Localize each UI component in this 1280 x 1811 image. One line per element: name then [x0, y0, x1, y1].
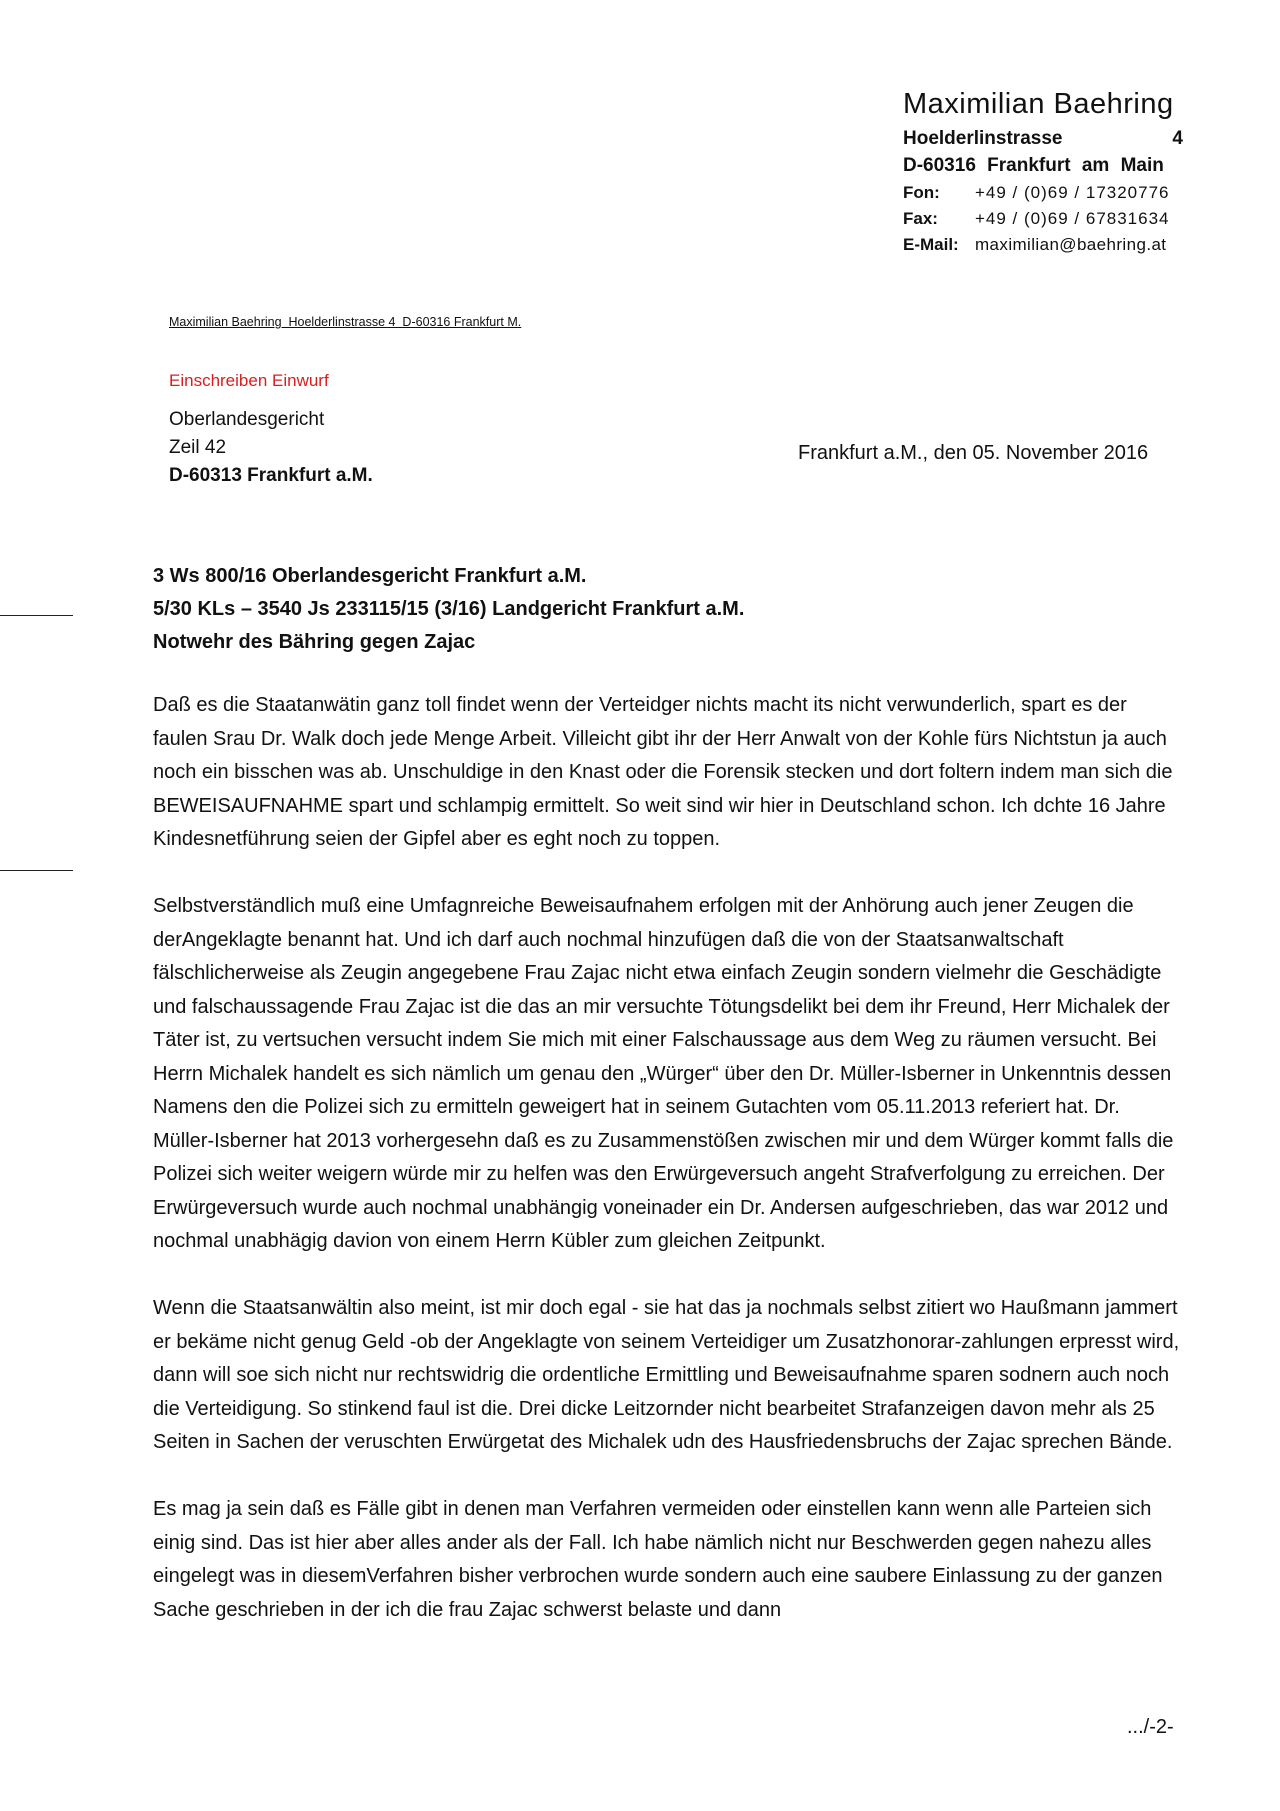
phone-label: Fon: [903, 183, 940, 202]
body-paragraph: Daß es die Staatanwätin ganz toll findet wenn der Verteidger nichts macht its nicht verwunderlich, spart es der faulen Srau Dr. Walk doch jede Menge Arbeit. Villeicht gibt ihr der Herr Anwalt von der Kohle fürs Nichtstun ja auch noch ein bisschen was ab. Unschuldige in den Knast oder die Forensik stecken und dort foltern indem man sich die BEWEISAUFNAHME spart und schlampig ermittelt. So weit sind wir hier in Deutschland schon. Ich dchte 16 Jahre Kindesnetführung seien der Gipfel aber es eght noch zu toppen. [153, 694, 1173, 850]
fax-number: +49 / (0)69 / 67831634 [975, 209, 1170, 228]
email-label: E-Mail: [903, 235, 959, 254]
subject-line-2: 5/30 KLs – 3540 Js 233115/15 (3/16) Landgericht Frankfurt a.M. [153, 598, 745, 620]
body-paragraph: Wenn die Staatsanwältin also meint, ist mir doch egal - sie hat das ja nochmals selbst zitiert wo Haußmann jammert er bekäme nicht genug Geld -ob der Angeklagte von seinem Verteidiger um Zusatzhonorar-zahlungen erpresst wird, dann will soe sich nicht nur rechtswidrig die ordentliche Ermittling und Beweisaufnahme sparen sodnern auch noch die Verteidigung. So stinkend faul ist die. Drei dicke Leitzornder nicht bearbeitet Strafanzeigen davon mehr als 25 Seiten in Sachen der veruschten Erwürgetat des Michalek udn des Hausfriedensbruchs der Zajac sprechen Bände. [153, 1297, 1180, 1453]
letterhead [903, 86, 1183, 258]
sender-street-line [903, 126, 1183, 152]
phone-number: +49 / (0)69 / 17320776 [975, 183, 1170, 202]
sender-name: Maximilian Baehring [903, 88, 1174, 120]
sender-fax-row [903, 206, 1183, 232]
registered-mail-note: Einschreiben Einwurf [169, 371, 329, 390]
fold-mark-lower [0, 870, 73, 871]
letter-body [153, 689, 1183, 1661]
sender-phone-row [903, 180, 1183, 206]
page-continuation-marker: .../-2- [1127, 1716, 1174, 1738]
fax-label: Fax: [903, 209, 938, 228]
sender-house-number: 4 [1172, 128, 1183, 149]
recipient-line-2: Zeil 42 [169, 437, 227, 458]
body-paragraph: Selbstverständlich muß eine Umfagnreiche Beweisaufnahem erfolgen mit der Anhörung auch jener Zeugen die derAngeklagte benannt hat. Und ich darf auch nochmal hinzufügen daß die von der Staatsanwaltschaft fälschlicherweise als Zeugin angegebene Frau Zajac nicht etwa einfach Zeugin sondern vielmehr die Geschädigte und falschaussagende Frau Zajac ist die das an mir versuchte Tötungsdelikt bei dem ihr Freund, Herr Michalek der Täter ist, zu vertsuchen versucht indem Sie mich mit einer Falschaussage aus dem Weg zu räumen versucht. Bei Herrn Michalek handelt es sich nämlich um genau den „Würger“ über den Dr. Müller-Isberner in Unkenntnis dessen Namens den die Polizei sich zu ermitteln geweigert hat in seinem Gutachten vom 05.11.2013 referiert hat. Dr. Müller-Isberner hat 2013 vorhergesehn daß es zu Zusammenstößen zwischen mir und dem Würger kommt falls die Polizei sich weiter weigern würde mir zu helfen was den Erwürgeversuch angeht Strafverfolgung zu erreichen. Der Erwürgeversuch wurde auch nochmal unabhängig voneinader ein Dr. Andersen aufgeschrieben, das war 2012 und nochmal unabhägig davion von einem Herrn Kübler zum gleichen Zeitpunkt. [153, 895, 1174, 1252]
date-line: Frankfurt a.M., den 05. November 2016 [798, 442, 1149, 464]
body-paragraph: Es mag ja sein daß es Fälle gibt in denen man Verfahren vermeiden oder einstellen kann wenn alle Parteien sich einig sind. Das ist hier aber alles ander als der Fall. Ich habe nämlich nicht nur Beschwerden gegen nahezu alles eingelegt was in diesemVerfahren bisher verbrochen wurde sondern auch eine saubere Einlassung zu der ganzen Sache geschrieben in der ich die frau Zajac schwerst belaste und dann [153, 1498, 1163, 1621]
recipient-line-3: D-60313 Frankfurt a.M. [169, 465, 373, 486]
sender-email-row [903, 232, 1183, 258]
subject-line-3: Notwehr des Bähring gegen Zajac [153, 631, 476, 653]
subject-block [153, 560, 744, 659]
recipient-address [169, 406, 373, 490]
sender-street: Hoelderlinstrasse [903, 128, 1063, 149]
recipient-line-1: Oberlandesgericht [169, 409, 325, 430]
return-address: Maximilian Baehring Hoelderlinstrasse 4 D-60316 Frankfurt M. [169, 315, 522, 329]
sender-city: D-60316 Frankfurt am Main [903, 155, 1164, 176]
fold-mark-upper [0, 615, 73, 616]
subject-line-1: 3 Ws 800/16 Oberlandesgericht Frankfurt a.M. [153, 565, 587, 587]
email-address: maximilian@baehring.at [975, 235, 1167, 254]
